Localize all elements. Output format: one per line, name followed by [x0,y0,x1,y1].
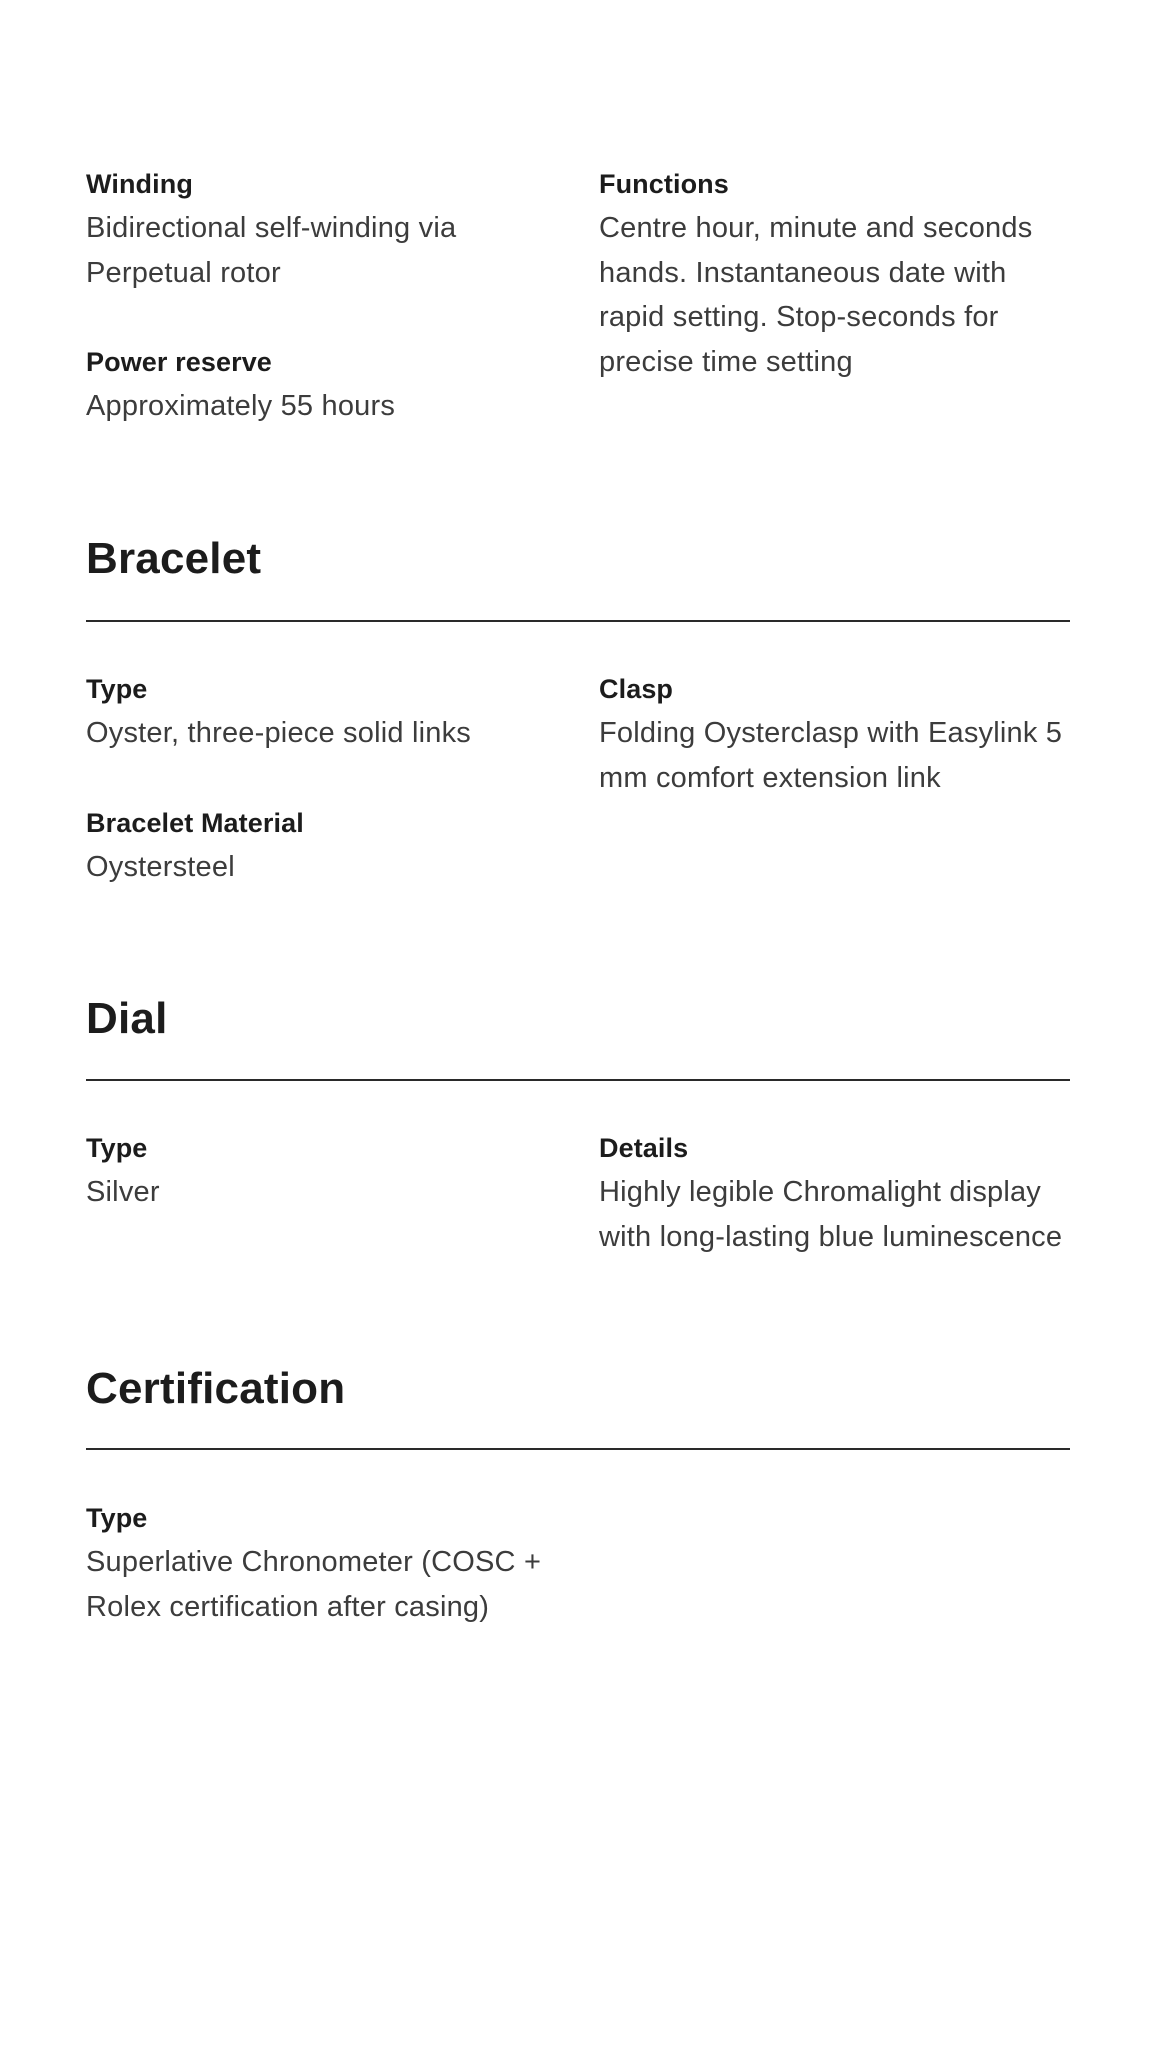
spec-label: Functions [599,169,729,199]
spec-value: Highly legible Chromalight display with long-lasting blue luminescence [599,1176,1063,1253]
section-title: Certification [86,1364,346,1413]
bracelet-section [86,531,1070,587]
spec-label: Type [86,1133,148,1163]
spec-label: Type [86,674,148,704]
spec-value: Oystersteel [86,850,235,883]
dial-section [86,991,1070,1047]
dial-specs [86,1126,1070,1259]
spec-label: Bracelet Material [86,807,304,838]
spec-value: Oyster, three-piece solid links [86,717,471,749]
section-title: Dial [86,994,168,1043]
spec-label: Power reserve [86,347,272,377]
section-divider [86,1079,1070,1081]
bracelet-specs [86,667,1070,889]
spec-bracelet-material [86,801,599,890]
spec-certification-type [86,1496,599,1629]
spec-clasp [599,667,1070,800]
spec-value: Folding Oysterclasp with Easylink 5 mm comfort extension link [599,717,1063,794]
spec-dial-type [86,1126,599,1215]
spec-bracelet-type [86,667,599,756]
section-title: Bracelet [86,534,262,583]
section-divider [86,620,1070,622]
spec-value: Superlative Chronometer (COSC + Rolex certification after casing) [86,1546,542,1623]
movement-specs [86,162,1070,429]
spec-value: Bidirectional self-winding via Perpetual rotor [86,212,457,289]
spec-value: Centre hour, minute and seconds hands. Instantaneous date with rapid setting. Stop-seconds for precise time setting [599,212,1033,378]
spec-label: Clasp [599,674,674,704]
certification-section [86,1361,1070,1417]
spec-value: Silver [86,1176,160,1208]
spec-label: Type [86,1503,148,1533]
section-divider [86,1448,1070,1450]
certification-specs [86,1496,1070,1629]
spec-functions [599,162,1070,384]
spec-power-reserve [86,340,599,429]
spec-value: Approximately 55 hours [86,390,396,422]
spec-dial-details [599,1126,1070,1259]
spec-winding [86,162,599,295]
spec-label: Details [599,1133,689,1163]
spec-label: Winding [86,169,193,199]
